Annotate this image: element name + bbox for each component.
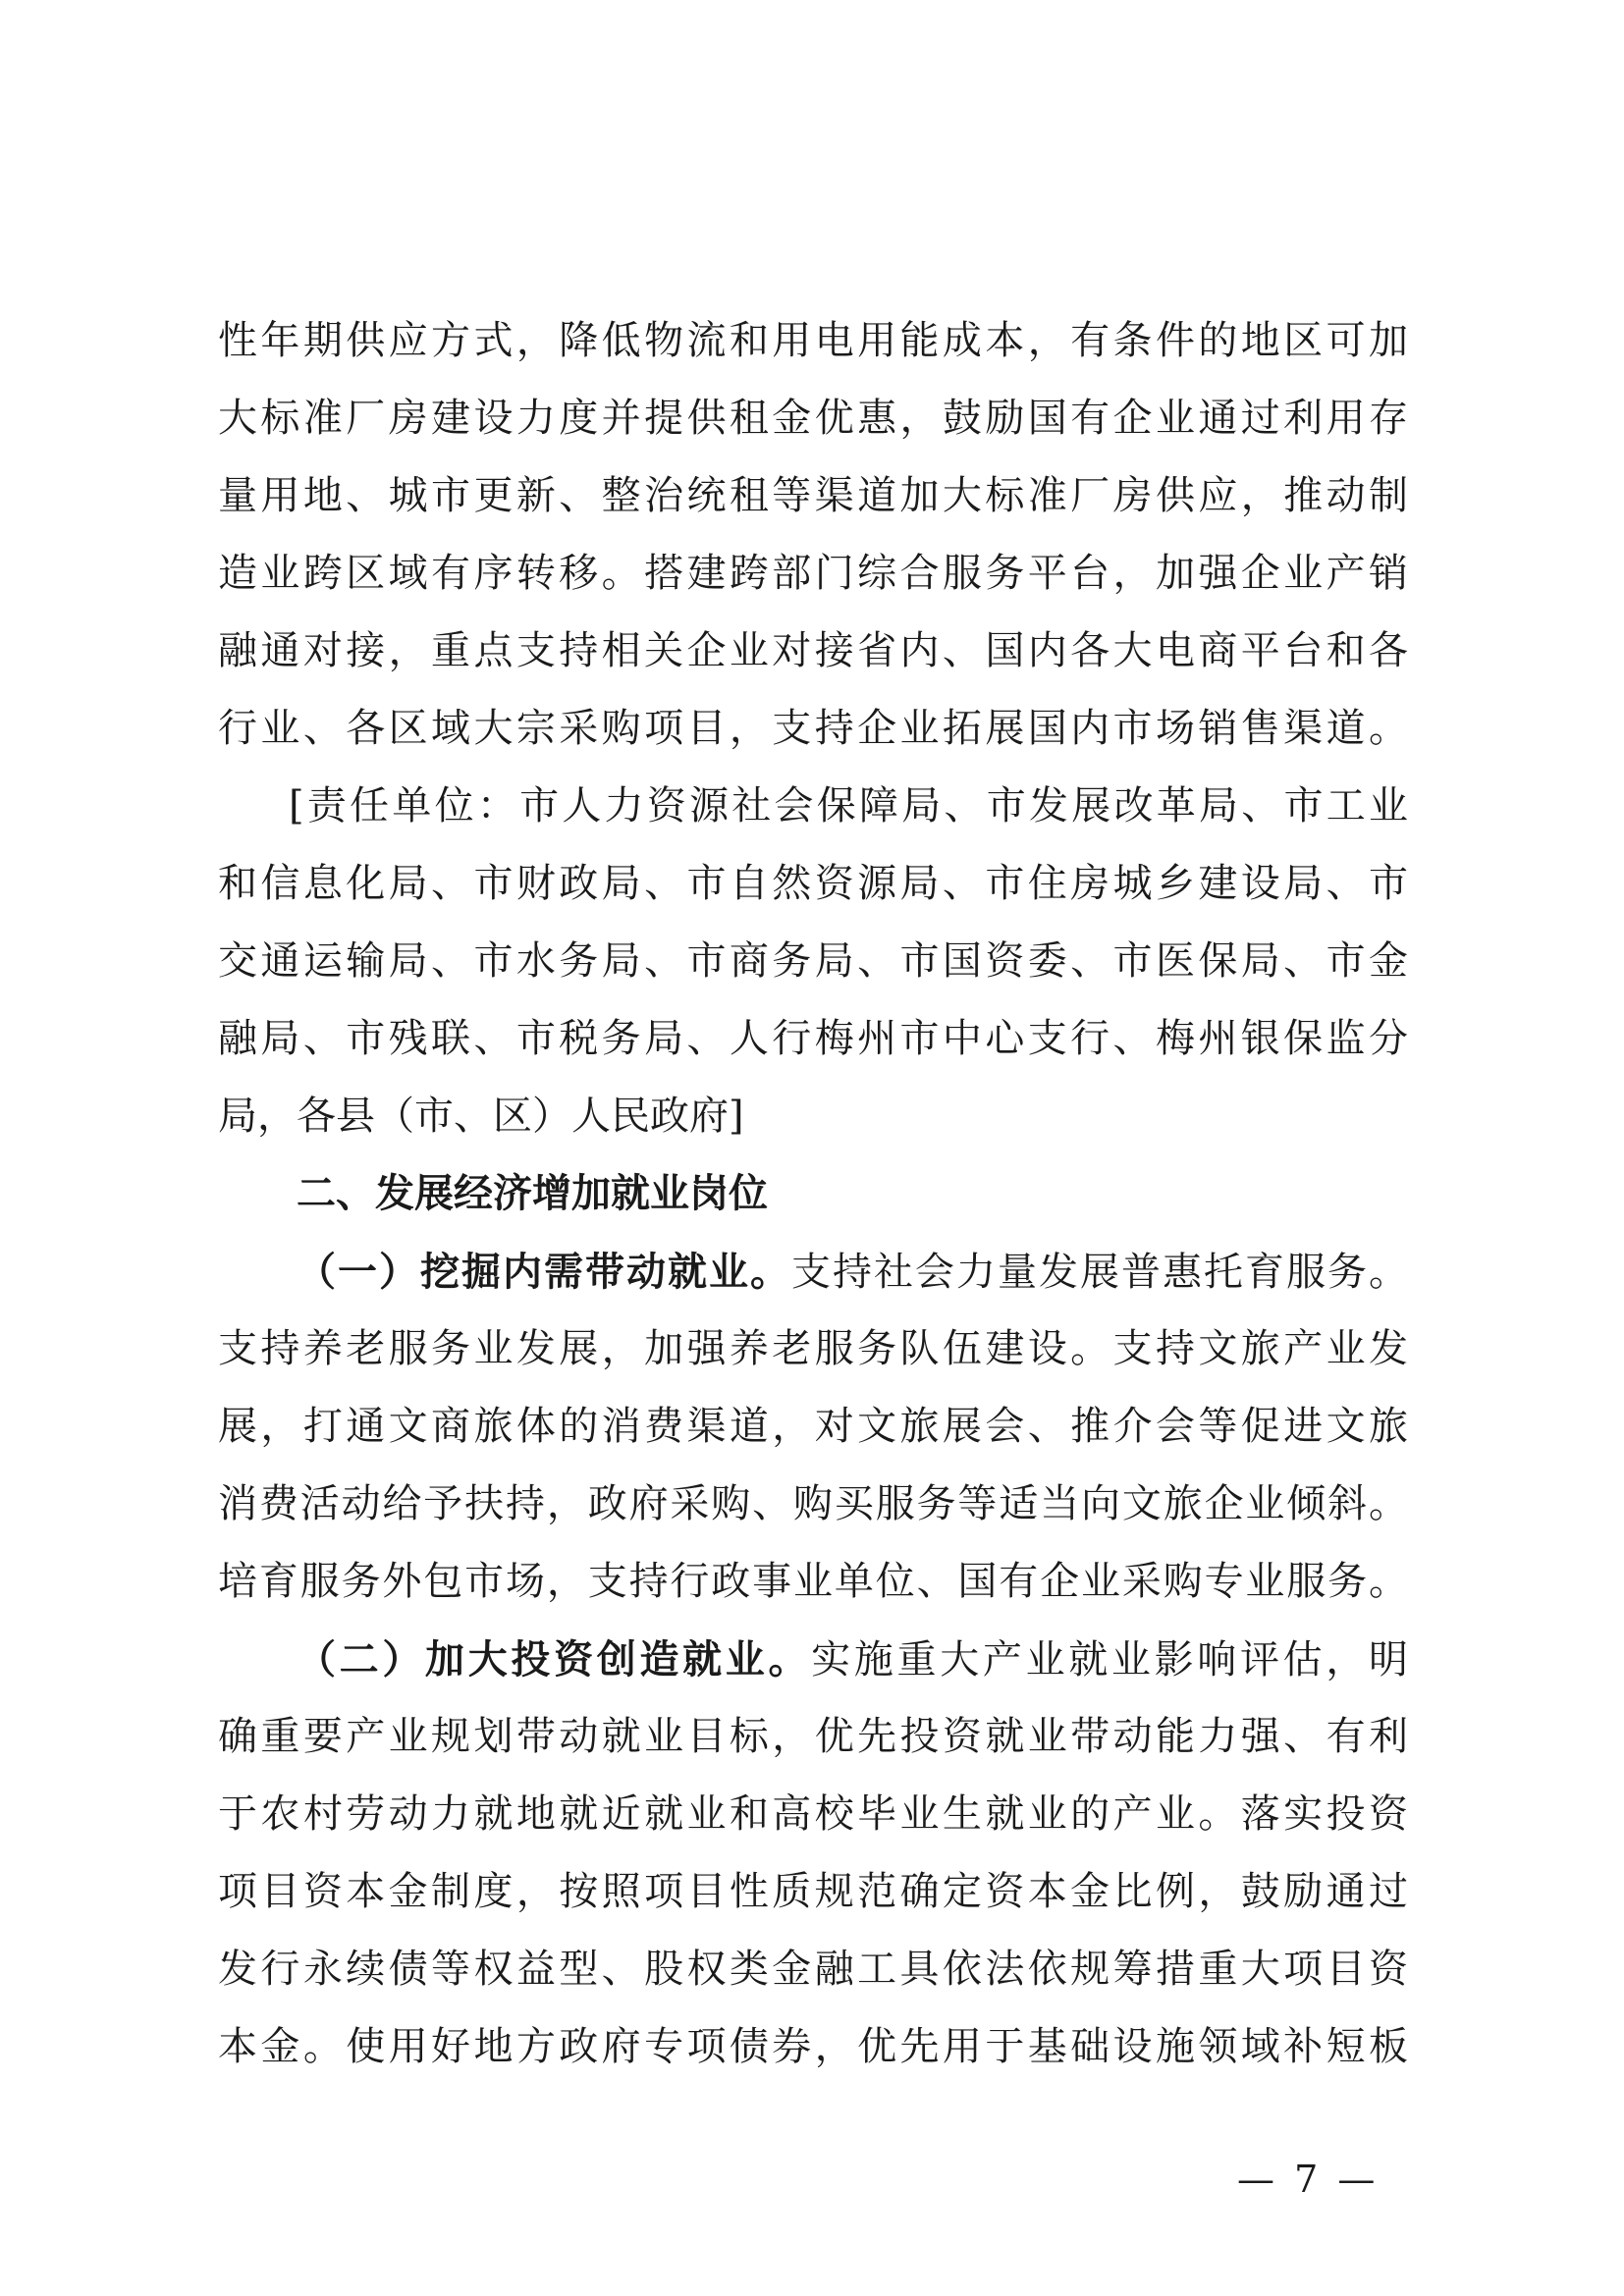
- text-line: [责任单位：市人力资源社会保障局、市发展改革局、市工业: [289, 783, 1408, 828]
- text-line: 量用地、城市更新、整治统租等渠道加大标准厂房供应，推动制: [218, 473, 1408, 518]
- item-1-first-line: 支持社会力量发展普惠托育服务。: [791, 1250, 1408, 1295]
- item-2-first-line: 实施重大产业就业影响评估，明: [811, 1637, 1408, 1682]
- text-line: 展，打通文商旅体的消费渠道，对文旅展会、推介会等促进文旅: [218, 1404, 1408, 1449]
- text-line: 消费活动给予扶持，政府采购、购买服务等适当向文旅企业倾斜。: [218, 1481, 1408, 1526]
- document-body: [218, 302, 1408, 2086]
- text-line: 确重要产业规划带动就业目标，优先投资就业带动能力强、有利: [218, 1714, 1408, 1759]
- text-line: 项目资本金制度，按照项目性质规范确定资本金比例，鼓励通过: [218, 1869, 1408, 1914]
- text-line: 融局、市残联、市税务局、人行梅州市中心支行、梅州银保监分: [218, 1016, 1408, 1061]
- item-2-lead: （二）加大投资创造就业。: [297, 1636, 812, 1682]
- text-line: 融通对接，重点支持相关企业对接省内、国内各大电商平台和各: [218, 628, 1408, 673]
- responsibility-note: [218, 768, 1408, 1155]
- section-heading: 二、发展经济增加就业岗位: [297, 1171, 768, 1216]
- text-line: 行业、各区域大宗采购项目，支持企业拓展国内市场销售渠道。: [218, 706, 1408, 751]
- item-1-lead: （一）挖掘内需带动就业。: [297, 1249, 791, 1295]
- text-line: [218, 1233, 1408, 1310]
- text-line: 和信息化局、市财政局、市自然资源局、市住房城乡建设局、市: [218, 861, 1408, 906]
- text-line: 性年期供应方式，降低物流和用电用能成本，有条件的地区可加: [218, 318, 1408, 363]
- text-line: 本金。使用好地方政府专项债券，优先用于基础设施领域补短板: [218, 2024, 1408, 2069]
- text-line: 发行永续债等权益型、股权类金融工具依法依规筹措重大项目资: [218, 1947, 1408, 1992]
- text-line: 培育服务外包市场，支持行政事业单位、国有企业采购专业服务。: [218, 1559, 1408, 1604]
- text-line: 于农村劳动力就地就近就业和高校毕业生就业的产业。落实投资: [218, 1791, 1408, 1837]
- text-line: 局，各县（市、区）人民政府]: [218, 1094, 744, 1139]
- item-2-paragraph: [218, 1621, 1408, 2086]
- item-1-paragraph: [218, 1233, 1408, 1621]
- text-line: 支持养老服务业发展，加强养老服务队伍建设。支持文旅产业发: [218, 1326, 1408, 1371]
- text-line: 大标准厂房建设力度并提供租金优惠，鼓励国有企业通过利用存: [218, 396, 1408, 441]
- paragraph-continuation: [218, 302, 1408, 768]
- text-line: [218, 1621, 1408, 1698]
- text-line: 造业跨区域有序转移。搭建跨部门综合服务平台，加强企业产销: [218, 551, 1408, 596]
- text-line: 交通运输局、市水务局、市商务局、市国资委、市医保局、市金: [218, 938, 1408, 984]
- page-number: — 7 —: [1237, 2158, 1380, 2201]
